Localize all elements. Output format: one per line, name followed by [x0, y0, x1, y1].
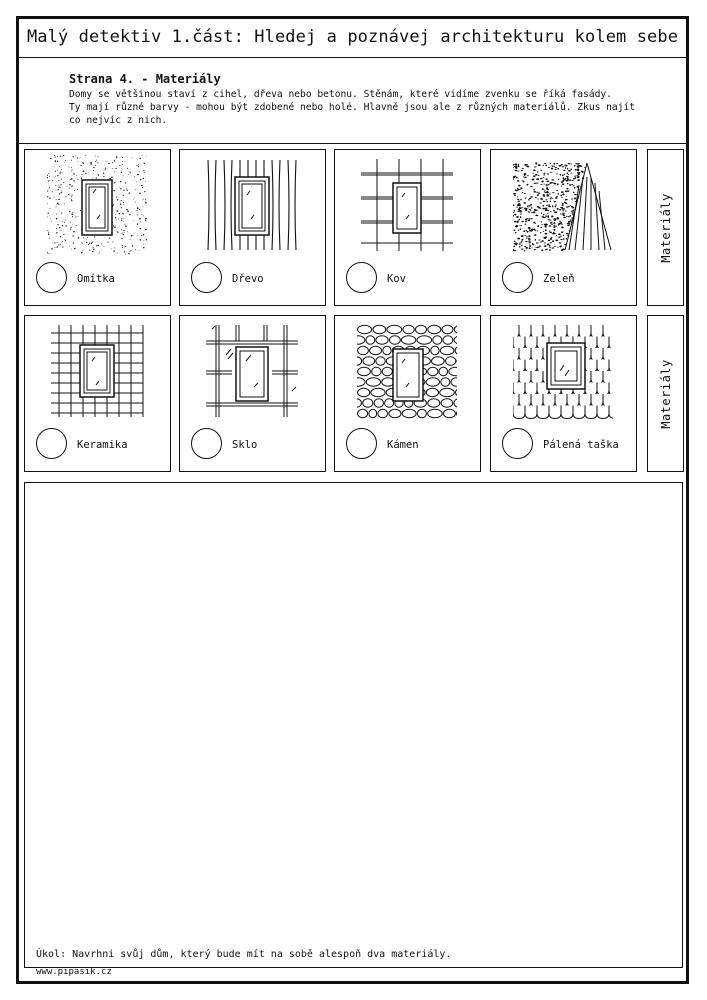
- checkbox-circle[interactable]: [191, 262, 222, 293]
- glass-texture-icon: [202, 321, 302, 421]
- material-label: Sklo: [232, 439, 258, 451]
- side-label-box: [647, 149, 684, 306]
- material-card-stone[interactable]: [334, 315, 481, 472]
- checkbox-circle[interactable]: [36, 262, 67, 293]
- intro-line: Domy se většinou staví z cihel, dřeva nebo betonu. Stěnám, které vidíme zvenku se říká fasády.: [69, 89, 612, 100]
- material-label: Keramika: [77, 439, 128, 451]
- stone-texture-icon: [357, 321, 457, 421]
- page-heading: Strana 4. - Materiály: [69, 72, 221, 86]
- intro-paragraph: [69, 88, 649, 127]
- footer-url[interactable]: www.pipasik.cz: [36, 967, 112, 977]
- metal-texture-icon: [357, 155, 457, 255]
- page-title: Malý detektiv 1.část: Hledej a poznávej architekturu kolem sebe: [16, 16, 689, 58]
- intro-section: [16, 58, 689, 144]
- material-label: Kov: [387, 273, 406, 285]
- checkbox-circle[interactable]: [502, 262, 533, 293]
- checkbox-circle[interactable]: [346, 428, 377, 459]
- checkbox-circle[interactable]: [502, 428, 533, 459]
- drawing-area[interactable]: [24, 482, 683, 968]
- material-card-wood[interactable]: [179, 149, 326, 306]
- greenery-texture-icon: [513, 155, 613, 255]
- wood-texture-icon: [202, 155, 302, 255]
- material-card-greenery[interactable]: [490, 149, 637, 306]
- ceramic-texture-icon: [47, 321, 147, 421]
- task-text: Úkol: Navrhni svůj dům, který bude mít na sobě alespoň dva materiály.: [36, 949, 452, 960]
- material-label: Dřevo: [232, 273, 264, 285]
- material-label: Zeleň: [543, 273, 575, 285]
- material-label: Omítka: [77, 273, 115, 285]
- plaster-texture-icon: [47, 155, 147, 255]
- checkbox-circle[interactable]: [36, 428, 67, 459]
- checkbox-circle[interactable]: [191, 428, 222, 459]
- intro-line: co nejvíc z nich.: [69, 115, 168, 126]
- side-label-box: [647, 315, 684, 472]
- checkbox-circle[interactable]: [346, 262, 377, 293]
- material-label: Kámen: [387, 439, 419, 451]
- roof-tile-texture-icon: [513, 321, 613, 421]
- material-card-roof-tile[interactable]: [490, 315, 637, 472]
- side-label: Materiály: [658, 358, 673, 429]
- material-card-ceramic[interactable]: [24, 315, 171, 472]
- side-label: Materiály: [658, 192, 673, 263]
- material-card-metal[interactable]: [334, 149, 481, 306]
- intro-line: Ty mají různé barvy - mohou být zdobené nebo holé. Hlavně jsou ale z různých materiálů. Zkus najít: [69, 102, 636, 113]
- material-card-plaster[interactable]: [24, 149, 171, 306]
- material-card-glass[interactable]: [179, 315, 326, 472]
- material-label: Pálená taška: [543, 439, 619, 451]
